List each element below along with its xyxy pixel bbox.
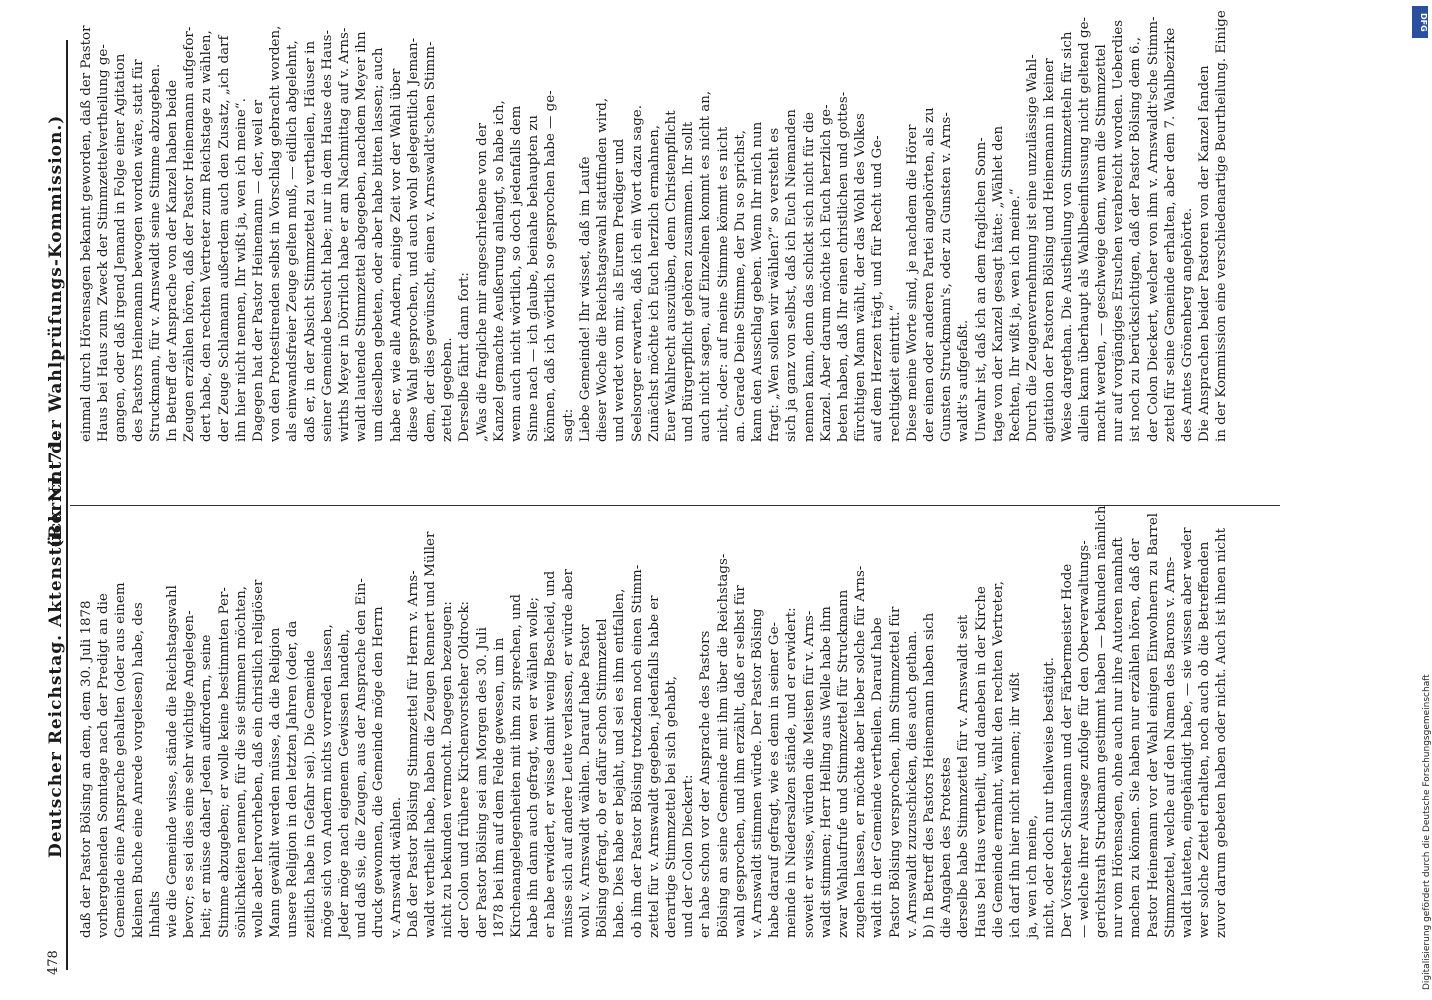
text-line: sich ja ganz von selbst, daß ich Euch Niemanden bbox=[784, 109, 800, 442]
text-line: druck gewonnen, die Gemeinde möge den Herrn bbox=[371, 606, 387, 938]
text-line: waldt vertheilt habe, haben die Zeugen Rennert und Müller bbox=[423, 531, 439, 938]
text-line: Zeugen erzählen hören, daß der Pastor Heinemann aufgefor- bbox=[182, 26, 198, 442]
text-line: fragt: „Wen sollen wir wählen?“ so versteht es bbox=[767, 127, 783, 442]
text-line: Mann gewählt werden müsse, da die Religion bbox=[268, 627, 284, 938]
text-line: ob ihm der Pastor Bölsing trotzdem noch einen Stimm- bbox=[629, 564, 645, 938]
text-line: wie die Gemeinde wisse, stände die Reichstagswahl bbox=[165, 585, 181, 938]
text-line: unsere Religion in den letzten Jahren (oder, da bbox=[285, 620, 301, 938]
text-line: Die Ansprachen beider Pastoren von der Kanzel fanden bbox=[1197, 65, 1213, 442]
text-line: derselbe habe Stimmzettel für v. Arnswaldt seit bbox=[956, 614, 972, 938]
text-line: ich darf ihn hier nicht nennen; ihr wißt bbox=[1007, 672, 1023, 938]
text-line: wahl gesprochen, und ihm erzählt, daß er selbst für bbox=[732, 585, 748, 938]
text-line: — welche ihrer Aussage zufolge für den Oberverwaltungs- bbox=[1076, 540, 1092, 938]
text-line: des Amtes Grönenberg angehörte. bbox=[1180, 207, 1195, 442]
text-line: Kirchenangelegenheiten mit ihm zu sprechen, und bbox=[509, 594, 525, 938]
text-line: wohl v. Arnswaldt wählen. Darauf habe Pastor bbox=[577, 624, 593, 938]
dfg-credit: Digitalisierung gefördert durch die Deutsche Forschungsgemeinschaft bbox=[1422, 674, 1432, 990]
text-line: Gunsten Struckmann's, oder zu Gunsten v. Arns- bbox=[939, 112, 955, 442]
text-line: nur auf vorgängiges Ersuchen verabreicht worden. Ueberdies bbox=[1111, 19, 1127, 442]
text-line: der einen oder anderen Partei angehörten, als zu bbox=[921, 107, 937, 442]
text-line: die Gemeinde ermahnt, wählt den rechten Vertreter, bbox=[990, 580, 1006, 938]
text-line: diese Wahl gesprochen, und auch wohl gelegentlich Jeman- bbox=[405, 37, 421, 442]
text-line: dem, der dies gewünscht, einen v. Arnswaldt'schen Stimm- bbox=[423, 41, 439, 442]
text-line: habe. Dies habe er bejaht, und sei es ihm entfallen, bbox=[612, 588, 628, 938]
text-line: meinde in Niedersalzen stände, und er erwidert: bbox=[784, 607, 800, 938]
text-line: bevor; es sei dies eine sehr wichtige Angelegen- bbox=[182, 610, 198, 938]
text-line: Stimmzettel, welche auf den Namen des Barons v. Arns- bbox=[1162, 556, 1178, 938]
running-head-right: (Bericht der Wahlprüfungs-Kommission.) bbox=[46, 114, 66, 548]
text-line: „Was die fragliche mir angeschriebene von der bbox=[474, 122, 490, 442]
text-line: von den Protestirenden selbst in Vorschlag gebracht worden, bbox=[268, 25, 284, 442]
text-line: kann den Ausschlag geben. Wenn Ihr mich nun bbox=[749, 121, 765, 442]
text-line: Inhalts bbox=[147, 890, 163, 938]
text-line: müsse sich auf andere Leute verlassen, er würde aber bbox=[560, 569, 576, 938]
text-line: waldt in der Gemeinde vertheilen. Darauf habe bbox=[870, 617, 886, 938]
text-line: können, daß ich wörtlich so gesprochen habe — ge- bbox=[543, 90, 559, 442]
text-line: zeitlich habe in Gefahr sei). Die Gemeinde bbox=[302, 650, 318, 938]
text-line: Diese meine Worte sind, je nachdem die Hörer bbox=[904, 124, 920, 442]
text-line: Euer Wahlrecht auszuüben, denn Christenpflicht bbox=[663, 110, 679, 442]
text-line: dieser Woche die Reichstagswahl stattfinden wird, bbox=[595, 97, 611, 442]
text-line: nicht, oder: auf meine Stimme kömmt es nicht bbox=[715, 126, 731, 442]
text-line: soweit er wisse, würden die Meisten für v. Arns- bbox=[801, 610, 817, 938]
text-line: zugehen lassen, er möchte aber lieber solche für Arns- bbox=[853, 565, 869, 938]
text-line: der Colon und frühere Kirchenvorsteher Oldrock: bbox=[457, 600, 473, 938]
text-line: und der Colon Dieckert: bbox=[681, 774, 697, 938]
text-line: des Pastors Heinemann bewogen worden wäre, statt für bbox=[130, 59, 146, 442]
text-line: Bölsing gefragt, ob er dafür schon Stimmzettel bbox=[595, 618, 611, 938]
text-line: waldt lautende Stimmzettel abgegeben, nachdem Meyer ihn bbox=[354, 31, 370, 442]
text-line: 1878 bei ihm auf dem Felde gewesen, um in bbox=[491, 637, 507, 938]
text-line: auf dem Herzen trägt, und für Recht und Ge- bbox=[870, 135, 886, 442]
text-line: daß er, in der Absicht Stimmzettel zu vertheilen, Häuser in bbox=[302, 40, 318, 442]
text-line: Kanzel. Aber darum möchte ich Euch herzlich ge- bbox=[818, 104, 834, 442]
text-line: ist noch zu berücksichtigen, daß der Pastor Bölsing dem 6., bbox=[1128, 36, 1144, 442]
text-line: Pastor Bölsing versprochen, ihm Stimmzettel für bbox=[887, 606, 903, 938]
text-line: Gemeinde eine Ansprache gehalten (oder aus einem bbox=[113, 582, 129, 938]
text-line: Weise dargethan. Die Austheilung von Stimmzetteln für sich bbox=[1059, 31, 1075, 442]
text-line: fürchtigen Mann wählt, der das Wohl des Volkes bbox=[853, 113, 869, 442]
text-line: Durch die Zeugenvernehmung ist eine unzulässige Wahl- bbox=[1025, 54, 1041, 442]
text-line: wenn auch nicht wörtlich, so doch jedenfalls dem bbox=[509, 105, 525, 442]
text-line: zettel für seine Gemeinde erhalten, aber dem 7. Wahlbezirke bbox=[1162, 27, 1178, 442]
text-line: und daß sie, die Zeugen, aus der Ansprache den Ein- bbox=[354, 578, 370, 938]
text-line: nur vom Hörensagen, ohne auch nur ihre Autoren namhaft bbox=[1111, 537, 1127, 938]
text-line: derartige Stimmzettel bei sich gehabt, bbox=[663, 675, 679, 938]
header-rule bbox=[66, 40, 68, 970]
text-line: der Pastor Bölsing sei am Morgen des 30. Juli bbox=[474, 627, 490, 938]
text-line: in der Kommission eine verschiedenartige Beurtheilung. Einige bbox=[1214, 10, 1230, 442]
text-line: der Zeuge Schlamann außerdem auch den Zusatz, „ich darf bbox=[216, 35, 232, 442]
text-line: agitation der Pastoren Bölsing und Heinemann in keiner bbox=[1042, 58, 1058, 442]
text-line: b) In Betreff des Pastors Heinemann haben sich bbox=[921, 612, 937, 938]
text-line: habe darauf gefragt, wie es denn in seiner Ge- bbox=[767, 621, 783, 938]
text-line: der Colon Dieckert, welcher von ihm v. Arnswaldt'sche Stimm- bbox=[1145, 16, 1161, 442]
text-line: nennen kann, denn das schickt sich nicht für die bbox=[801, 112, 817, 442]
text-line: auch nicht sagen, auf Einzelnen kommt es nicht an, bbox=[698, 90, 714, 442]
text-line: zettel für v. Arnswaldt gegeben, jedenfalls habe er bbox=[646, 595, 662, 938]
text-line: habe ihn dann auch gefragt, wen er wählen wolle; bbox=[526, 596, 542, 938]
text-line: sönlichkeiten nennen, für die sie stimmen möchten, bbox=[233, 585, 249, 938]
text-line: sagt: bbox=[560, 408, 576, 442]
text-line: Kanzel gemachte Aeußerung anlangt, so habe ich, bbox=[491, 100, 507, 442]
text-line: rechtigkeit eintritt.“ bbox=[887, 304, 903, 442]
text-line: v. Arnswaldt wählen. bbox=[388, 796, 404, 938]
text-line: Struckmann, für v. Arnswaldt seine Stimme abzugeben. bbox=[147, 63, 163, 442]
text-line: Liebe Gemeinde! Ihr wisset, daß im Laufe bbox=[577, 156, 593, 442]
text-line: zettel gegeben. bbox=[440, 337, 456, 442]
text-line: wer solche Zettel erhalten, noch auch ob die Betreffenden bbox=[1197, 541, 1213, 938]
text-line: In Betreff der Ansprache von der Kanzel haben beide bbox=[165, 79, 181, 442]
dfg-logo: DFG bbox=[1412, 6, 1428, 38]
text-line: vorhergehenden Sonntage nach der Predigt an die bbox=[96, 593, 112, 938]
page-number: 478 bbox=[46, 950, 61, 975]
text-line: nicht, oder doch nur theilweise bestätigt. bbox=[1042, 657, 1058, 938]
text-line: v. Arnswaldt zuzuschicken, dies auch gethan. bbox=[904, 630, 920, 938]
text-line: waldt lauteten, eingehändigt habe, — sie wissen aber weder bbox=[1180, 527, 1195, 938]
text-line: kleinen Buche eine Anrede vorgelesen) habe, des bbox=[130, 602, 146, 938]
text-line: zuvor darum gebeten haben oder nicht. Auch ist ihnen nicht bbox=[1214, 527, 1230, 938]
text-line: v. Arnswaldt stimmen würde. Der Pastor Bölsing bbox=[749, 608, 765, 938]
text-line: allein kann überhaupt als Wahlbeeinflussung nicht geltend ge- bbox=[1076, 16, 1092, 442]
text-line: machen zu können. Sie haben nur erzählen hören, daß der bbox=[1128, 538, 1144, 938]
text-line: um dieselben gebeten, oder aber habe bitten lassen; auch bbox=[371, 47, 387, 442]
text-line: Haus bei Haus vertheilt, und daneben in der Kirche bbox=[973, 586, 989, 938]
text-line: gerichtsrath Struckmann gestimmt haben — bekunden nämlich bbox=[1093, 505, 1109, 938]
text-line: nicht zu bekunden vermocht. Dagegen bezeugen: bbox=[440, 601, 456, 938]
text-line: und Bürgerpflicht gehören zusammen. Ihr sollt bbox=[681, 121, 697, 442]
text-line: macht werden, — geschweige denn, wenn die Stimmzettel bbox=[1093, 44, 1109, 442]
text-line: zwar Wahlaufrufe und Stimmzettel für Struckmann bbox=[835, 589, 851, 938]
text-line: Dagegen hat der Pastor Heinemann — der, weil er bbox=[251, 99, 267, 442]
text-line: wolle aber hervorheben, daß ein christlich religiöser bbox=[251, 579, 267, 938]
text-line: seiner Gemeinde besucht habe; nur in dem Hause des Haus- bbox=[319, 30, 335, 442]
running-head-left: Deutscher Reichstag. Aktenstück Nr. 71. bbox=[46, 430, 66, 858]
text-line: habe er, wie alle Andern, einige Zeit vor der Wahl über bbox=[388, 68, 404, 442]
text-line: Bölsing an seine Gemeinde mit ihm über die Reichstags- bbox=[715, 553, 731, 938]
text-line: Stimme abzugeben; er wolle keine bestimmten Per- bbox=[216, 587, 232, 938]
text-line: Sinne nach — ich glaube, beinahe behaupten zu bbox=[526, 114, 542, 442]
text-line: daß der Pastor Bölsing an dem, dem 30. Juli 1878 bbox=[79, 600, 94, 938]
text-line: Jeder möge nach eigenem Gewissen handeln, bbox=[337, 629, 353, 938]
text-line: wirths Meyer in Dörrlich habe er am Nachmittag auf v. Arns- bbox=[337, 27, 353, 442]
text-line: Seelsorger erwarten, daß ich ein Wort dazu sage. bbox=[629, 105, 645, 442]
text-line: Unwahr ist, daß ich an dem fraglichen Sonn- bbox=[973, 137, 989, 442]
text-line: möge sich von Andern nichts vorreden lassen, bbox=[319, 624, 335, 938]
text-line: gangen, oder daß irgend Jemand in Folge einer Agitation bbox=[113, 53, 129, 442]
text-line: heit; er müsse daher Jeden auffordern, seine bbox=[199, 634, 215, 938]
text-line: Pastor Heinemann vor der Wahl einigen Einwohnern zu Barrel bbox=[1145, 512, 1161, 938]
text-line: Daß der Pastor Bölsing Stimmzettel für Herrn v. Arns- bbox=[405, 570, 421, 938]
text-line: ja, wen ich meine, bbox=[1025, 814, 1041, 938]
text-line: Haus bei Haus zum Zweck der Stimmzettelvertheilung ge- bbox=[96, 44, 112, 442]
text-column-left bbox=[78, 505, 1231, 938]
text-line: und werdet von mir, als Eurem Prediger und bbox=[612, 138, 628, 442]
text-column-right bbox=[78, 10, 1231, 442]
text-line: tage von der Kanzel gesagt hätte: „Wählet den bbox=[990, 125, 1006, 442]
text-line: Derselbe fährt dann fort: bbox=[457, 272, 473, 442]
text-line: die Angaben des Protestes bbox=[939, 757, 955, 938]
text-line: waldt's aufgefaßt. bbox=[956, 319, 972, 442]
text-line: einmal durch Hörensagen bekannt geworden, daß der Pastor bbox=[79, 25, 94, 442]
text-line: waldt stimmen; Herr Helling aus Welle habe ihm bbox=[818, 606, 834, 938]
text-line: an. Gerade Deine Stimme, der Du so sprichst, bbox=[732, 129, 748, 442]
text-line: ihn hier nicht nennen, Ihr wißt ja, wen ich meine“. bbox=[233, 98, 249, 442]
text-line: er habe erwidert, er wisse damit wenig Bescheid, und bbox=[543, 570, 559, 938]
text-line: er habe schon vor der Ansprache des Pastors bbox=[698, 630, 714, 938]
text-line: beten haben, daß Ihr einen christlichen und gottes- bbox=[835, 91, 851, 442]
text-line: Zunächst möchte ich Euch herzlich ermahnen, bbox=[646, 124, 662, 442]
text-line: dert habe, den rechten Vertreter zum Reichstage zu wählen, bbox=[199, 30, 215, 442]
text-line: als einwandsfreier Zeuge gelten muß, — eidlich abgelehnt, bbox=[285, 40, 301, 442]
text-line: Der Vorsteher Schlamann und der Färbermeister Hode bbox=[1059, 563, 1075, 938]
text-line: Rechten, Ihr wißt ja, wen ich meine.“ bbox=[1007, 188, 1023, 442]
